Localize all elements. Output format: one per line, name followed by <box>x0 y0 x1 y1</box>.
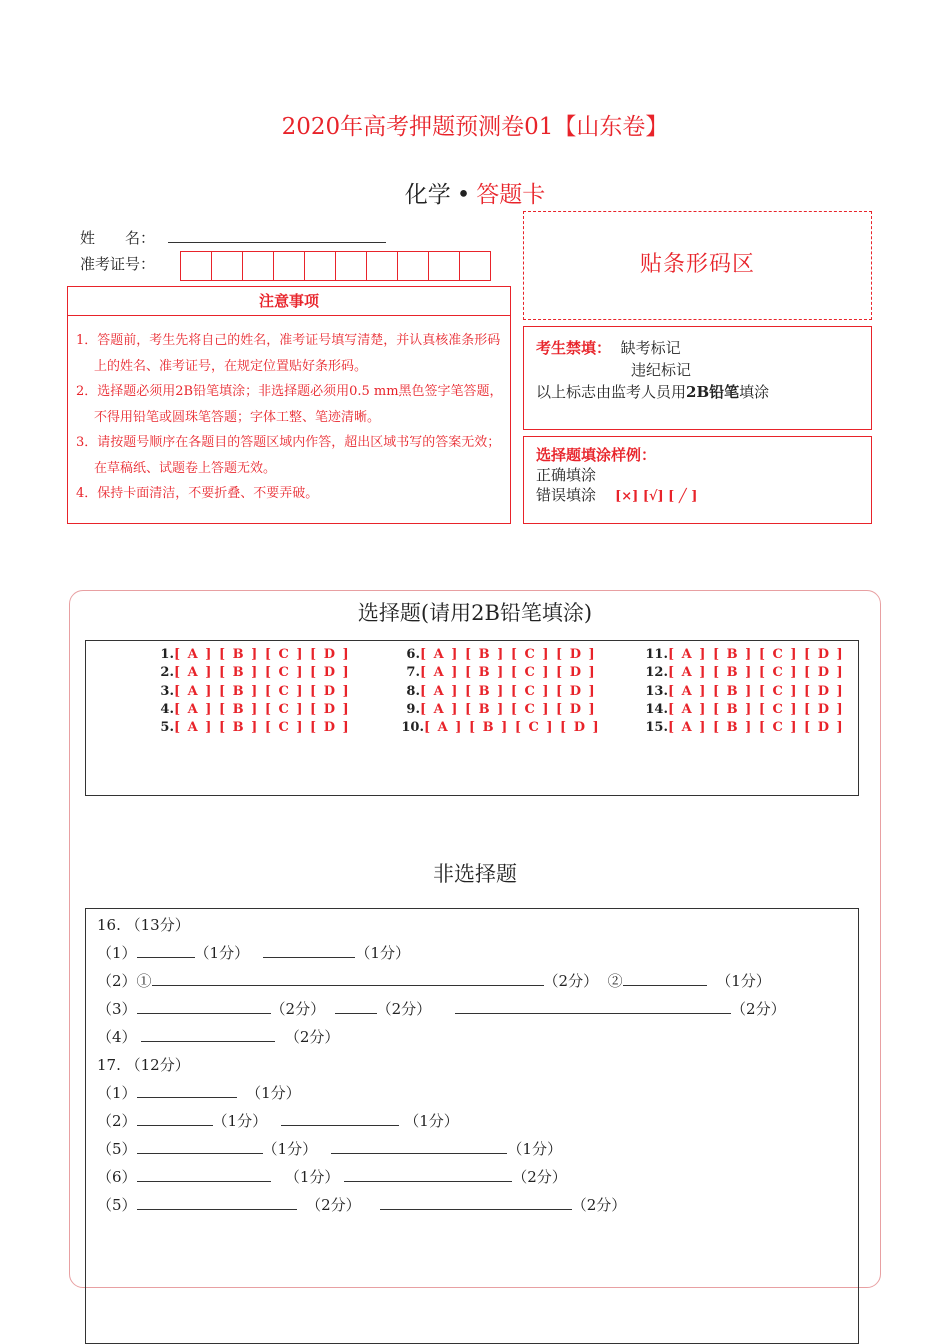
choice-question[interactable]: 3.[ A ] [ B ] [ C ] [ D ] <box>160 683 351 699</box>
card-name-label: 答题卡 <box>476 182 546 208</box>
answer-line: （1） （1分） （1分） <box>97 944 410 962</box>
notice-item: 3．请按题号顺序在各题目的答题区域内作答，超出区域书写的答案无效；在草稿纸、试题卷上答题无效。 <box>76 435 501 476</box>
answer-blank[interactable] <box>137 999 271 1014</box>
notice-item: 2．选择题必须用2B铅笔填涂；非选择题必须用0.5 mm黑色签字笔答题，不得用铅笔或圆珠笔答题；字体工整、笔迹清晰。 <box>76 384 503 425</box>
exam-id-boxes[interactable] <box>181 251 491 281</box>
id-box[interactable] <box>273 251 305 281</box>
id-box[interactable] <box>304 251 336 281</box>
forbidden-label: 考生禁填： <box>536 339 612 357</box>
answer-blank[interactable] <box>335 999 377 1014</box>
id-box[interactable] <box>211 251 243 281</box>
id-box[interactable] <box>428 251 460 281</box>
subject-label: 化学 <box>404 182 451 208</box>
choice-question[interactable]: 9.[ A ] [ B ] [ C ] [ D ] <box>406 701 597 717</box>
forbidden-fill-box <box>523 326 872 430</box>
answer-blank[interactable] <box>137 1195 297 1210</box>
choice-question[interactable]: 14.[ A ] [ B ] [ C ] [ D ] <box>645 701 845 717</box>
wrong-fill-marks: [×] [√] [ ╱ ] <box>615 489 698 504</box>
id-box[interactable] <box>180 251 212 281</box>
forbidden-note: 以上标志由监考人员用 <box>536 383 687 401</box>
answer-blank[interactable] <box>137 1139 263 1154</box>
answer-blank[interactable] <box>455 999 731 1014</box>
answer-line: （2）① （2分） ② （1分） <box>97 972 771 990</box>
id-box[interactable] <box>459 251 491 281</box>
choice-question[interactable]: 6.[ A ] [ B ] [ C ] [ D ] <box>406 647 597 662</box>
absent-mark-label: 缺考标记 <box>620 339 681 357</box>
id-box[interactable] <box>242 251 274 281</box>
id-box[interactable] <box>335 251 367 281</box>
wrong-fill-label: 错误填涂 <box>536 486 597 504</box>
choice-question[interactable]: 7.[ A ] [ B ] [ C ] [ D ] <box>406 665 597 681</box>
choice-question[interactable]: 1.[ A ] [ B ] [ C ] [ D ] <box>160 647 351 662</box>
choice-question[interactable]: 10.[ A ] [ B ] [ C ] [ D ] <box>401 720 601 736</box>
forbidden-note-end: 填涂 <box>739 383 770 401</box>
answer-blank[interactable] <box>137 1167 271 1182</box>
id-box[interactable] <box>397 251 429 281</box>
answer-line: （5） （2分） （2分） <box>97 1196 627 1214</box>
answer-blank[interactable] <box>141 1027 275 1042</box>
question-16-heading: 16. （13分） <box>97 916 190 934</box>
notice-list <box>67 315 511 524</box>
choice-question[interactable]: 12.[ A ] [ B ] [ C ] [ D ] <box>645 665 845 681</box>
question-17-heading: 17. （12分） <box>97 1056 190 1074</box>
violation-mark-label: 违纪标记 <box>631 361 692 379</box>
answer-blank[interactable] <box>623 971 707 986</box>
answer-blank[interactable] <box>281 1111 399 1126</box>
choice-question[interactable]: 4.[ A ] [ B ] [ C ] [ D ] <box>160 701 351 717</box>
choice-question[interactable]: 15.[ A ] [ B ] [ C ] [ D ] <box>645 720 845 736</box>
notice-heading: 注意事项 <box>67 286 511 316</box>
choice-section-title: 选择题(请用2B铅笔填涂) <box>357 601 593 625</box>
choice-question[interactable]: 2.[ A ] [ B ] [ C ] [ D ] <box>160 665 351 681</box>
id-box[interactable] <box>366 251 398 281</box>
sample-heading: 选择题填涂样例： <box>536 446 657 464</box>
nonchoice-section-title: 非选择题 <box>433 862 517 886</box>
answer-blank[interactable] <box>137 1083 237 1098</box>
answer-line: （2） （1分） （1分） <box>97 1112 459 1130</box>
answer-line: （6） （1分） （2分） <box>97 1168 567 1186</box>
choice-question[interactable]: 8.[ A ] [ B ] [ C ] [ D ] <box>406 683 597 699</box>
card-subtitle: 化学 • 答题卡 <box>404 182 546 208</box>
answer-line: （3） （2分） （2分） （2分） <box>97 1000 786 1018</box>
choice-column-2 <box>396 646 600 737</box>
barcode-area: 贴条形码区 <box>523 211 872 320</box>
name-field[interactable] <box>168 241 386 243</box>
name-label: 姓 名： <box>80 229 156 247</box>
choice-question[interactable]: 11.[ A ] [ B ] [ C ] [ D ] <box>645 647 845 662</box>
notice-item: 4．保持卡面清洁，不要折叠、不要弄破。 <box>76 486 319 501</box>
correct-fill-label: 正确填涂 <box>536 466 597 484</box>
answer-blank[interactable] <box>263 943 355 958</box>
fill-sample-box <box>523 436 872 524</box>
choice-column-1 <box>150 646 350 737</box>
answer-line: （4） （2分） <box>97 1028 340 1046</box>
answer-blank[interactable] <box>344 1167 512 1182</box>
answer-line: （1） （1分） <box>97 1084 301 1102</box>
forbidden-note-bold: 2B铅笔 <box>686 383 740 401</box>
answer-blank[interactable] <box>331 1139 507 1154</box>
choice-question[interactable]: 5.[ A ] [ B ] [ C ] [ D ] <box>160 720 351 736</box>
answer-blank[interactable] <box>137 943 195 958</box>
notice-item: 1．答题前，考生先将自己的姓名，准考证号填写清楚，并认真核准条形码上的姓名、准考证号，在规定位置贴好条形码。 <box>76 333 501 374</box>
answer-blank[interactable] <box>152 971 544 986</box>
id-label: 准考证号： <box>80 255 156 273</box>
answer-blank[interactable] <box>380 1195 572 1210</box>
choice-column-3 <box>640 646 844 737</box>
answer-line: （5） （1分） （1分） <box>97 1140 562 1158</box>
choice-question[interactable]: 13.[ A ] [ B ] [ C ] [ D ] <box>645 683 845 699</box>
answer-blank[interactable] <box>137 1111 213 1126</box>
page-title: 2020年高考押题预测卷01【山东卷】 <box>281 114 669 140</box>
